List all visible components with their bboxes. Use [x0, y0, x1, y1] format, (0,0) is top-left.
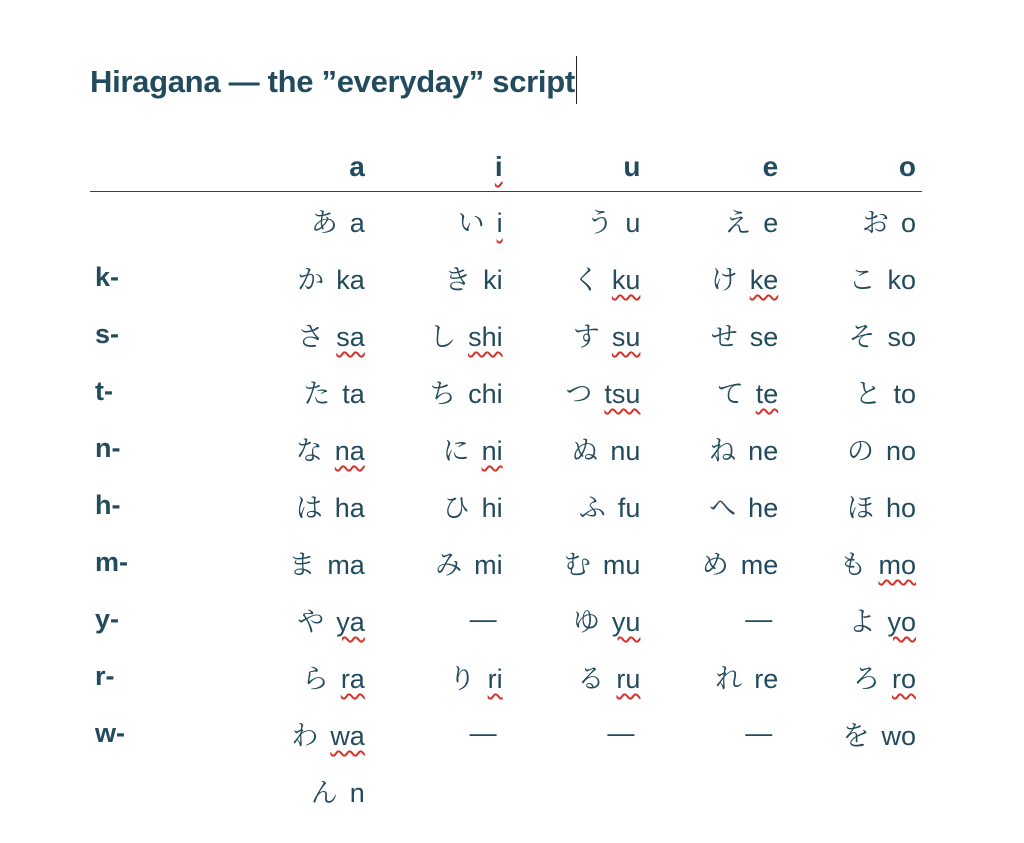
romaji-text: ku: [611, 265, 641, 295]
consonant-label: h-: [95, 490, 121, 520]
hiragana-table: [90, 140, 922, 819]
kana-cell: [365, 315, 503, 354]
kana-glyph: は: [295, 493, 323, 524]
kana-cell: [503, 600, 641, 639]
kana-cell: [365, 543, 503, 582]
kana-glyph: ふ: [578, 493, 606, 524]
kana-cell: [503, 201, 641, 240]
empty-dash: —: [745, 718, 773, 748]
empty-dash: —: [607, 718, 635, 748]
kana-cell: [503, 372, 641, 411]
consonant-label: k-: [95, 262, 120, 292]
table-row: [90, 648, 922, 705]
kana-glyph: ぬ: [571, 436, 599, 467]
kana-glyph: ん: [310, 778, 338, 809]
kana-glyph: み: [435, 550, 463, 581]
kana-glyph: を: [842, 721, 870, 752]
kana-glyph: て: [716, 379, 744, 410]
kana-glyph: と: [854, 379, 882, 410]
kana-cell: [365, 657, 503, 696]
romaji-text: ko: [887, 265, 917, 295]
kana-glyph: こ: [848, 265, 876, 296]
table-row: [90, 306, 922, 363]
kana-cell: [365, 604, 503, 635]
kana-glyph: さ: [297, 322, 325, 353]
romaji-text: mu: [602, 550, 641, 580]
romaji-text: fu: [617, 493, 641, 523]
kana-cell: [640, 543, 778, 582]
kana-glyph: わ: [291, 721, 319, 752]
kana-glyph: よ: [848, 607, 876, 638]
table-row: [90, 534, 922, 591]
vowel-header-o: o: [898, 151, 917, 182]
kana-cell: [365, 486, 503, 525]
romaji-text: shi: [468, 322, 503, 352]
romaji-text: wo: [881, 721, 917, 751]
kana-cell: [640, 429, 778, 468]
romaji-text: na: [334, 436, 365, 466]
kana-glyph: く: [572, 265, 600, 296]
romaji-text: so: [887, 322, 917, 352]
kana-glyph: た: [303, 379, 331, 410]
kana-glyph: え: [724, 208, 752, 239]
kana-cell: [227, 372, 365, 411]
romaji-text: ra: [340, 664, 365, 694]
kana-cell: [778, 486, 922, 525]
kana-glyph: ら: [301, 664, 329, 695]
kana-glyph: お: [861, 208, 889, 239]
kana-glyph: い: [457, 208, 485, 239]
romaji-text: n: [349, 778, 365, 808]
romaji-text: he: [748, 493, 779, 523]
kana-cell: [365, 429, 503, 468]
kana-cell: [778, 543, 922, 582]
kana-glyph: そ: [848, 322, 876, 353]
table-row: [90, 420, 922, 477]
kana-glyph: き: [444, 265, 472, 296]
table-body: [90, 192, 922, 819]
kana-glyph: せ: [710, 322, 738, 353]
kana-cell: [503, 543, 641, 582]
romaji-text: e: [763, 208, 779, 238]
kana-cell: [640, 657, 778, 696]
empty-dash: —: [745, 604, 773, 634]
kana-cell: [503, 315, 641, 354]
romaji-text: ro: [892, 664, 917, 694]
romaji-text: me: [740, 550, 779, 580]
kana-glyph: し: [429, 322, 457, 353]
romaji-text: ri: [487, 664, 503, 694]
kana-glyph: も: [839, 550, 867, 581]
romaji-text: mo: [878, 550, 917, 580]
kana-glyph: す: [572, 322, 600, 353]
kana-glyph: な: [295, 436, 323, 467]
kana-cell: [778, 600, 922, 639]
romaji-text: i: [496, 208, 503, 238]
consonant-label: m-: [95, 547, 128, 577]
kana-glyph: け: [710, 265, 738, 296]
kana-glyph: り: [448, 664, 476, 695]
vowel-header-i-text: i: [494, 151, 503, 182]
kana-cell: [778, 201, 922, 240]
kana-cell: [640, 604, 778, 635]
romaji-text: yu: [611, 607, 641, 637]
romaji-text: re: [754, 664, 779, 694]
kana-cell: [227, 429, 365, 468]
kana-cell: [503, 486, 641, 525]
romaji-text: ho: [885, 493, 917, 523]
kana-glyph: つ: [565, 379, 593, 410]
kana-glyph: の: [846, 436, 874, 467]
romaji-text: ta: [342, 379, 365, 409]
table-row: [90, 477, 922, 534]
kana-cell: [778, 315, 922, 354]
consonant-label: r-: [95, 661, 115, 691]
romaji-text: o: [900, 208, 917, 238]
kana-glyph: れ: [715, 664, 743, 695]
kana-glyph: ね: [709, 436, 737, 467]
kana-cell: [503, 258, 641, 297]
romaji-text: ma: [327, 550, 365, 580]
table-row: [90, 192, 922, 249]
kana-cell: [227, 714, 365, 753]
romaji-text: ka: [336, 265, 365, 295]
romaji-text: ne: [748, 436, 779, 466]
romaji-text: to: [893, 379, 917, 409]
vowel-header-i: [365, 151, 503, 183]
table-row: [90, 591, 922, 648]
kana-cell: [227, 486, 365, 525]
romaji-text: mi: [474, 550, 503, 580]
table-header-row: [90, 140, 922, 192]
romaji-text: su: [611, 322, 641, 352]
kana-cell: [503, 718, 641, 749]
kana-glyph: ま: [288, 550, 316, 581]
table-row: [90, 762, 922, 819]
kana-cell: [778, 429, 922, 468]
kana-glyph: か: [297, 265, 325, 296]
empty-dash: —: [469, 718, 497, 748]
romaji-text: ki: [483, 265, 503, 295]
romaji-text: u: [625, 208, 641, 238]
romaji-text: a: [349, 208, 365, 238]
romaji-text: yo: [887, 607, 917, 637]
kana-cell: [640, 315, 778, 354]
consonant-label: t-: [95, 376, 113, 406]
empty-dash: —: [469, 604, 497, 634]
romaji-text: ni: [481, 436, 503, 466]
kana-glyph: め: [701, 550, 729, 581]
kana-cell: [778, 657, 922, 696]
table-row: [90, 705, 922, 762]
kana-cell: [227, 315, 365, 354]
kana-glyph: あ: [310, 208, 338, 239]
kana-cell: [503, 429, 641, 468]
romaji-text: ha: [334, 493, 365, 523]
title-text: Hiragana — the ”everyday” script: [90, 64, 575, 99]
consonant-label: y-: [95, 604, 120, 634]
kana-glyph: む: [563, 550, 591, 581]
kana-cell: [227, 201, 365, 240]
kana-cell: [778, 258, 922, 297]
kana-cell: [365, 372, 503, 411]
kana-cell: [640, 718, 778, 749]
kana-glyph: ろ: [853, 664, 880, 695]
table-row: [90, 363, 922, 420]
consonant-label: n-: [95, 433, 121, 463]
romaji-text: hi: [481, 493, 503, 523]
kana-cell: [640, 201, 778, 240]
vowel-header-u: u: [623, 151, 641, 182]
kana-cell: [640, 372, 778, 411]
document-title[interactable]: [90, 56, 577, 104]
kana-cell: [640, 258, 778, 297]
romaji-text: nu: [610, 436, 641, 466]
kana-glyph: ひ: [442, 493, 470, 524]
kana-cell: [227, 657, 365, 696]
kana-cell: [640, 486, 778, 525]
kana-glyph: ち: [429, 379, 457, 410]
romaji-text: no: [885, 436, 917, 466]
consonant-label: w-: [95, 718, 125, 748]
text-cursor: [576, 56, 578, 104]
romaji-text: wa: [330, 721, 365, 751]
romaji-text: se: [749, 322, 779, 352]
consonant-label: s-: [95, 319, 120, 349]
vowel-header-a: a: [349, 151, 365, 182]
kana-cell: [778, 714, 922, 753]
romaji-text: sa: [336, 322, 365, 352]
kana-glyph: ほ: [846, 493, 874, 524]
kana-cell: [365, 258, 503, 297]
kana-cell: [227, 600, 365, 639]
kana-cell: [227, 543, 365, 582]
romaji-text: ke: [749, 265, 779, 295]
romaji-text: te: [755, 379, 779, 409]
kana-glyph: る: [577, 664, 605, 695]
romaji-text: ya: [336, 607, 365, 637]
kana-cell: [778, 372, 922, 411]
kana-glyph: や: [297, 607, 325, 638]
kana-cell: [365, 718, 503, 749]
romaji-text: tsu: [604, 379, 641, 409]
romaji-text: chi: [468, 379, 503, 409]
kana-cell: [227, 771, 365, 810]
kana-cell: [365, 201, 503, 240]
vowel-header-e: e: [762, 151, 779, 182]
kana-cell: [227, 258, 365, 297]
kana-cell: [503, 657, 641, 696]
table-row: [90, 249, 922, 306]
kana-glyph: へ: [709, 493, 737, 524]
kana-glyph: う: [586, 208, 614, 239]
kana-glyph: ゆ: [572, 607, 600, 638]
kana-glyph: に: [442, 436, 470, 467]
romaji-text: ru: [616, 664, 641, 694]
